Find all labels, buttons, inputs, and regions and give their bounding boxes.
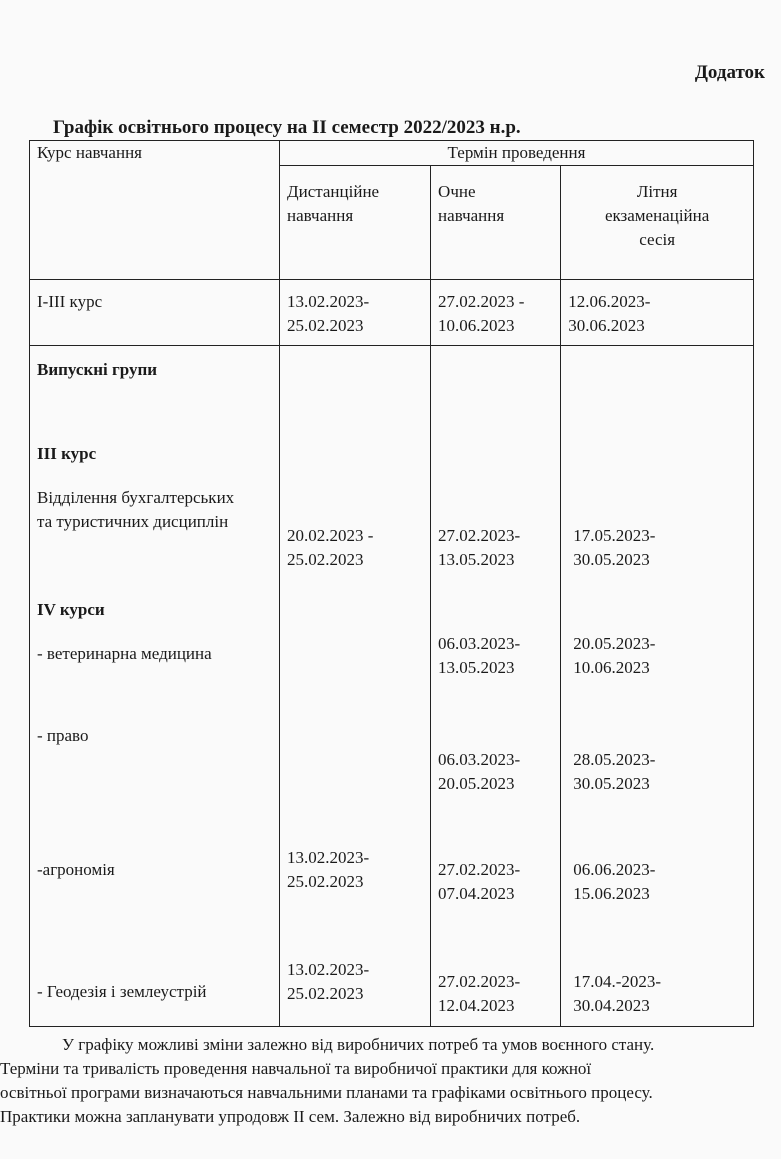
note-line: Практики можна запланувати упродовж II сем. Залежно від виробничих потреб.	[0, 1107, 581, 1126]
geodesy-label: - Геодезія і землеустрій	[37, 982, 207, 1001]
header-term: Термін проведення	[280, 141, 754, 166]
law-label: - право	[37, 726, 89, 745]
geo-distance: 13.02.2023- 25.02.2023	[287, 960, 370, 1003]
agronomy-label: -агрономія	[37, 860, 115, 879]
note-line: Терміни та тривалість проведення навчальної та виробничої практики для кожної	[0, 1059, 592, 1078]
table-header-row	[30, 141, 754, 166]
graduates-exam-cell	[561, 346, 754, 1027]
row1-inperson: 27.02.2023 - 10.06.2023	[431, 280, 561, 346]
graduates-distance-cell	[280, 346, 431, 1027]
graduates-inperson-cell	[431, 346, 561, 1027]
vet-exam: 20.05.2023- 10.06.2023	[573, 634, 656, 677]
header-exam-session: Літня екзаменаційна сесія	[561, 166, 754, 280]
page-title: Графік освітнього процесу на II семестр 2022/2023 н.р.	[53, 117, 521, 138]
third-course-label: III курс	[37, 444, 97, 463]
graduates-course-cell	[30, 346, 280, 1027]
header-distance: Дистанційне навчання	[280, 166, 431, 280]
geo-inperson: 27.02.2023- 12.04.2023	[438, 972, 521, 1015]
department-name: Відділення бухгалтерських та туристичних дисциплін	[37, 488, 235, 531]
header-course: Курс навчання	[30, 141, 280, 280]
dept-exam: 17.05.2023- 30.05.2023	[573, 526, 656, 569]
law-exam: 28.05.2023- 30.05.2023	[573, 750, 656, 793]
schedule-note	[0, 1033, 781, 1129]
row1-distance: 13.02.2023- 25.02.2023	[280, 280, 431, 346]
agro-inperson: 27.02.2023- 07.04.2023	[438, 860, 521, 903]
graduates-heading: Випускні групи	[37, 360, 158, 379]
row1-course: I-III курс	[30, 280, 280, 346]
schedule-table	[29, 140, 754, 1027]
fourth-courses-label: IV курси	[37, 600, 105, 619]
geo-exam: 17.04.-2023- 30.04.2023	[573, 972, 662, 1015]
addendum-label: Додаток	[694, 62, 765, 83]
row1-exam: 12.06.2023- 30.06.2023	[561, 280, 754, 346]
vet-medicine-label: - ветеринарна медицина	[37, 644, 212, 663]
vet-inperson: 06.03.2023- 13.05.2023	[438, 634, 521, 677]
table-row	[30, 280, 754, 346]
note-line: У графіку можливі зміни залежно від виробничих потреб та умов воєнного стану.	[62, 1035, 655, 1054]
agro-distance: 13.02.2023- 25.02.2023	[287, 848, 370, 891]
law-inperson: 06.03.2023- 20.05.2023	[438, 750, 521, 793]
agro-exam: 06.06.2023- 15.06.2023	[573, 860, 656, 903]
header-inperson: Очне навчання	[431, 166, 561, 280]
dept-inperson: 27.02.2023- 13.05.2023	[438, 526, 521, 569]
dept-distance: 20.02.2023 - 25.02.2023	[287, 526, 374, 569]
table-row-graduates	[30, 346, 754, 1027]
note-line: освітньої програми визначаються навчальними планами та графіками освітнього процесу.	[0, 1083, 653, 1102]
